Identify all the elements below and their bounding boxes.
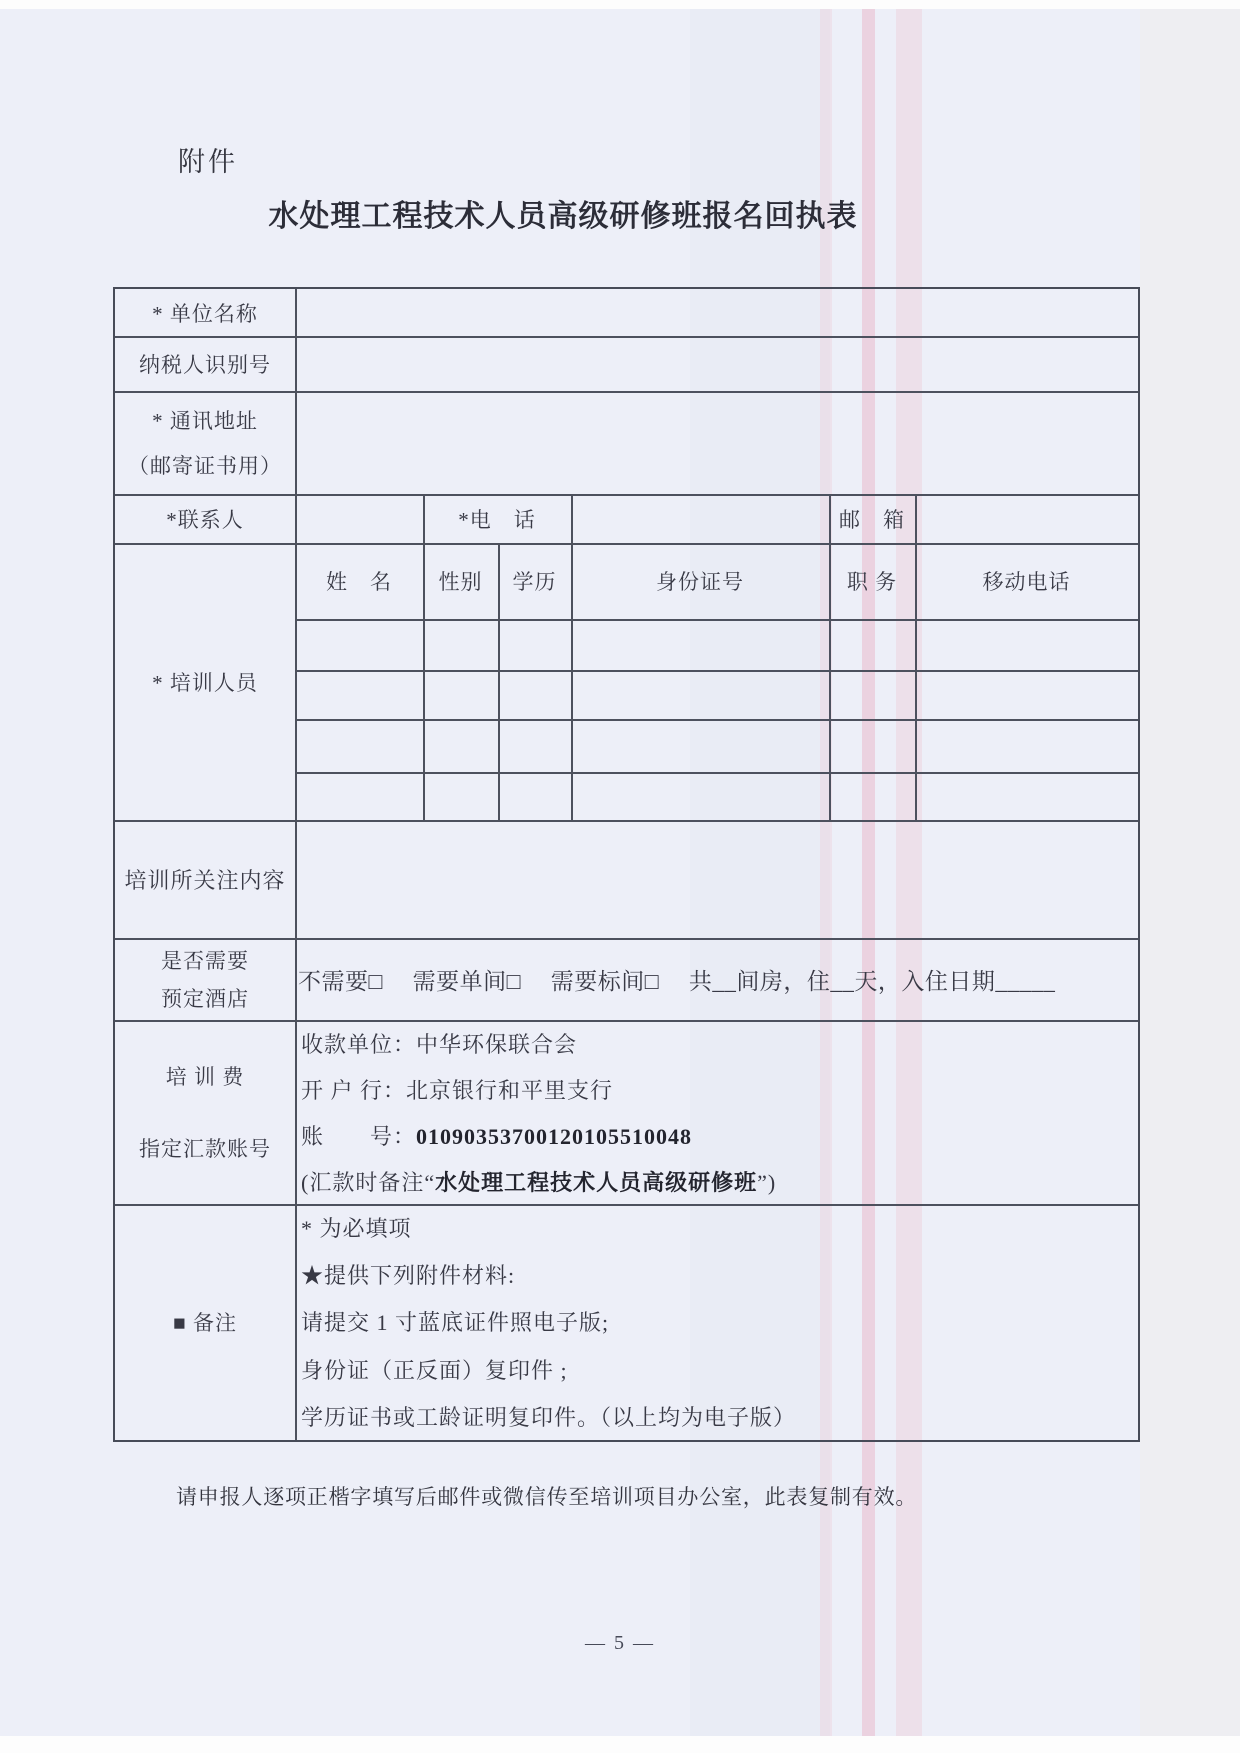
grid-line (295, 719, 1138, 721)
hotel-options-text: 不需要□ 需要单间□ 需要标间□ 共__间房，住__天，入住日期_____ (298, 968, 1056, 994)
email-label: 邮 箱 (839, 507, 905, 532)
training-fee-label (115, 1020, 295, 1204)
grid-line (295, 670, 1138, 672)
trainee-col-education: 学历 (512, 570, 557, 594)
remittance-details (301, 1020, 1136, 1204)
unit-name-label: * 单位名称 (152, 301, 258, 326)
remark-line: * 为必填项 (301, 1216, 412, 1242)
hotel-booking-label-line2: 预定酒店 (161, 986, 249, 1011)
mailing-address-label-line1: * 通讯地址 (152, 409, 258, 434)
scan-edge-bottom (0, 1736, 1240, 1753)
taxpayer-id-label: 纳税人识别号 (139, 352, 271, 377)
remark-line: 学历证书或工龄证明复印件。（以上均为电子版） (301, 1404, 797, 1430)
scan-edge-top (0, 0, 1240, 9)
registration-form-table (113, 287, 1140, 1442)
remark-line: ★提供下列附件材料: (301, 1263, 516, 1289)
remark-line: 身份证（正反面）复印件 ; (301, 1357, 568, 1383)
trainee-col-mobile: 移动电话 (982, 570, 1071, 594)
page-number: — 5 — (585, 1632, 655, 1654)
grid-line (295, 772, 1138, 774)
training-focus-label: 培训所关注内容 (124, 867, 286, 893)
trainee-col-position: 职 务 (846, 570, 898, 594)
account-number: 01090353700120105510048 (416, 1123, 693, 1149)
hotel-booking-label-line1: 是否需要 (161, 949, 249, 974)
account-line: 账 号：01090353700120105510048 (301, 1123, 693, 1149)
remittance-note-line: (汇款时备注“水处理工程技术人员高级研修班”) (301, 1169, 777, 1195)
attachment-label: 附件 (178, 147, 238, 177)
remarks-content (301, 1204, 1136, 1440)
payee-line: 收款单位：中华环保联合会 (301, 1031, 578, 1057)
training-fee-label-line2: 指定汇款账号 (139, 1136, 271, 1161)
grid-line (295, 619, 1138, 621)
contact-person-label: *联系人 (166, 507, 244, 532)
trainee-col-id-number: 身份证号 (656, 570, 744, 594)
hotel-booking-label (115, 938, 295, 1020)
training-fee-label-line1: 培 训 费 (165, 1065, 245, 1090)
trainee-col-name: 姓 名 (326, 570, 392, 594)
footer-instruction: 请申报人逐项正楷字填写后邮件或微信传至培训项目办公室，此表复制有效。 (176, 1485, 918, 1509)
scan-artifact-band (1140, 9, 1240, 1736)
page-title: 水处理工程技术人员高级研修班报名回执表 (268, 200, 858, 233)
remark-line: 请提交 1 寸蓝底证件照电子版; (301, 1310, 610, 1336)
trainees-label: * 培训人员 (152, 670, 258, 695)
remittance-course-name: 水处理工程技术人员高级研修班 (435, 1169, 758, 1195)
mailing-address-label (115, 391, 295, 494)
bank-line: 开 户 行：北京银行和平里支行 (301, 1077, 614, 1103)
mailing-address-label-line2: （邮寄证书用） (128, 453, 282, 478)
remarks-label: ■ 备注 (173, 1311, 237, 1335)
phone-label: *电 话 (458, 507, 536, 532)
grid-line (295, 289, 297, 1440)
trainee-col-gender: 性别 (438, 570, 483, 594)
